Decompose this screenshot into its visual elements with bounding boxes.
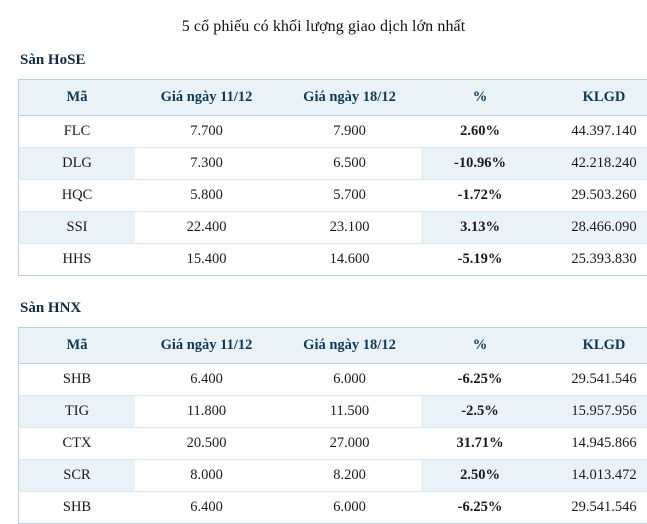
cell-price-2: 23.100 [278, 212, 421, 244]
cell-symbol: HQC [19, 180, 136, 212]
table-hose [18, 79, 647, 276]
cell-percent: 3.13% [421, 212, 539, 244]
section-hose [18, 52, 629, 276]
cell-symbol: DLG [19, 148, 136, 180]
cell-percent: 2.50% [421, 460, 539, 492]
table-hnx-body [19, 364, 647, 524]
cell-volume: 14.945.866 [539, 428, 647, 460]
cell-percent: -6.25% [421, 364, 539, 396]
cell-symbol: CTX [19, 428, 136, 460]
cell-symbol: SHB [19, 492, 136, 524]
section-hnx [18, 300, 629, 524]
column-header-price-1: Giá ngày 11/12 [135, 80, 278, 116]
cell-volume: 44.397.140 [539, 116, 647, 148]
cell-symbol: SHB [19, 364, 136, 396]
cell-percent: -6.25% [421, 492, 539, 524]
section-title-hnx: Sàn HNX [20, 300, 629, 317]
cell-volume: 14.013.472 [539, 460, 647, 492]
column-header-price-2: Giá ngày 18/12 [278, 328, 421, 364]
cell-volume: 29.503.260 [539, 180, 647, 212]
cell-price-1: 11.800 [135, 396, 278, 428]
cell-volume: 28.466.090 [539, 212, 647, 244]
cell-symbol: FLC [19, 116, 136, 148]
cell-percent: -2.5% [421, 396, 539, 428]
cell-price-1: 6.400 [135, 364, 278, 396]
cell-volume: 15.957.956 [539, 396, 647, 428]
cell-percent: -1.72% [421, 180, 539, 212]
cell-price-1: 6.400 [135, 492, 278, 524]
column-header-percent: % [421, 328, 539, 364]
cell-symbol: HHS [19, 244, 136, 276]
cell-price-1: 5.800 [135, 180, 278, 212]
column-header-percent: % [421, 80, 539, 116]
column-header-symbol: Mã [19, 328, 136, 364]
cell-symbol: SSI [19, 212, 136, 244]
table-row [19, 428, 647, 460]
table-row [19, 460, 647, 492]
table-hose-body [19, 116, 647, 276]
table-row [19, 492, 647, 524]
cell-price-2: 8.200 [278, 460, 421, 492]
section-spacer [18, 276, 629, 294]
page-title: 5 cổ phiếu có khối lượng giao dịch lớn nhất [18, 0, 629, 46]
cell-volume: 42.218.240 [539, 148, 647, 180]
cell-percent: 31.71% [421, 428, 539, 460]
cell-price-2: 11.500 [278, 396, 421, 428]
cell-price-1: 22.400 [135, 212, 278, 244]
cell-percent: 2.60% [421, 116, 539, 148]
cell-price-1: 7.700 [135, 116, 278, 148]
cell-percent: -5.19% [421, 244, 539, 276]
table-row [19, 212, 647, 244]
cell-volume: 29.541.546 [539, 364, 647, 396]
cell-price-1: 20.500 [135, 428, 278, 460]
column-header-volume: KLGD [539, 80, 647, 116]
table-hnx [18, 327, 647, 524]
column-header-symbol: Mã [19, 80, 136, 116]
table-hose-header [19, 80, 647, 116]
column-header-price-1: Giá ngày 11/12 [135, 328, 278, 364]
cell-price-1: 8.000 [135, 460, 278, 492]
column-header-price-2: Giá ngày 18/12 [278, 80, 421, 116]
cell-price-2: 6.500 [278, 148, 421, 180]
cell-price-2: 27.000 [278, 428, 421, 460]
cell-price-2: 7.900 [278, 116, 421, 148]
section-title-hose: Sàn HoSE [20, 52, 629, 69]
cell-price-1: 7.300 [135, 148, 278, 180]
cell-volume: 25.393.830 [539, 244, 647, 276]
table-header-row [19, 328, 647, 364]
table-row [19, 244, 647, 276]
table-row [19, 364, 647, 396]
table-row [19, 180, 647, 212]
table-hnx-header [19, 328, 647, 364]
cell-volume: 29.541.546 [539, 492, 647, 524]
cell-symbol: TIG [19, 396, 136, 428]
table-row [19, 396, 647, 428]
column-header-volume: KLGD [539, 328, 647, 364]
cell-price-2: 6.000 [278, 492, 421, 524]
table-header-row [19, 80, 647, 116]
table-row [19, 148, 647, 180]
table-row [19, 116, 647, 148]
cell-price-2: 14.600 [278, 244, 421, 276]
cell-symbol: SCR [19, 460, 136, 492]
cell-price-2: 5.700 [278, 180, 421, 212]
cell-price-2: 6.000 [278, 364, 421, 396]
cell-price-1: 15.400 [135, 244, 278, 276]
cell-percent: -10.96% [421, 148, 539, 180]
